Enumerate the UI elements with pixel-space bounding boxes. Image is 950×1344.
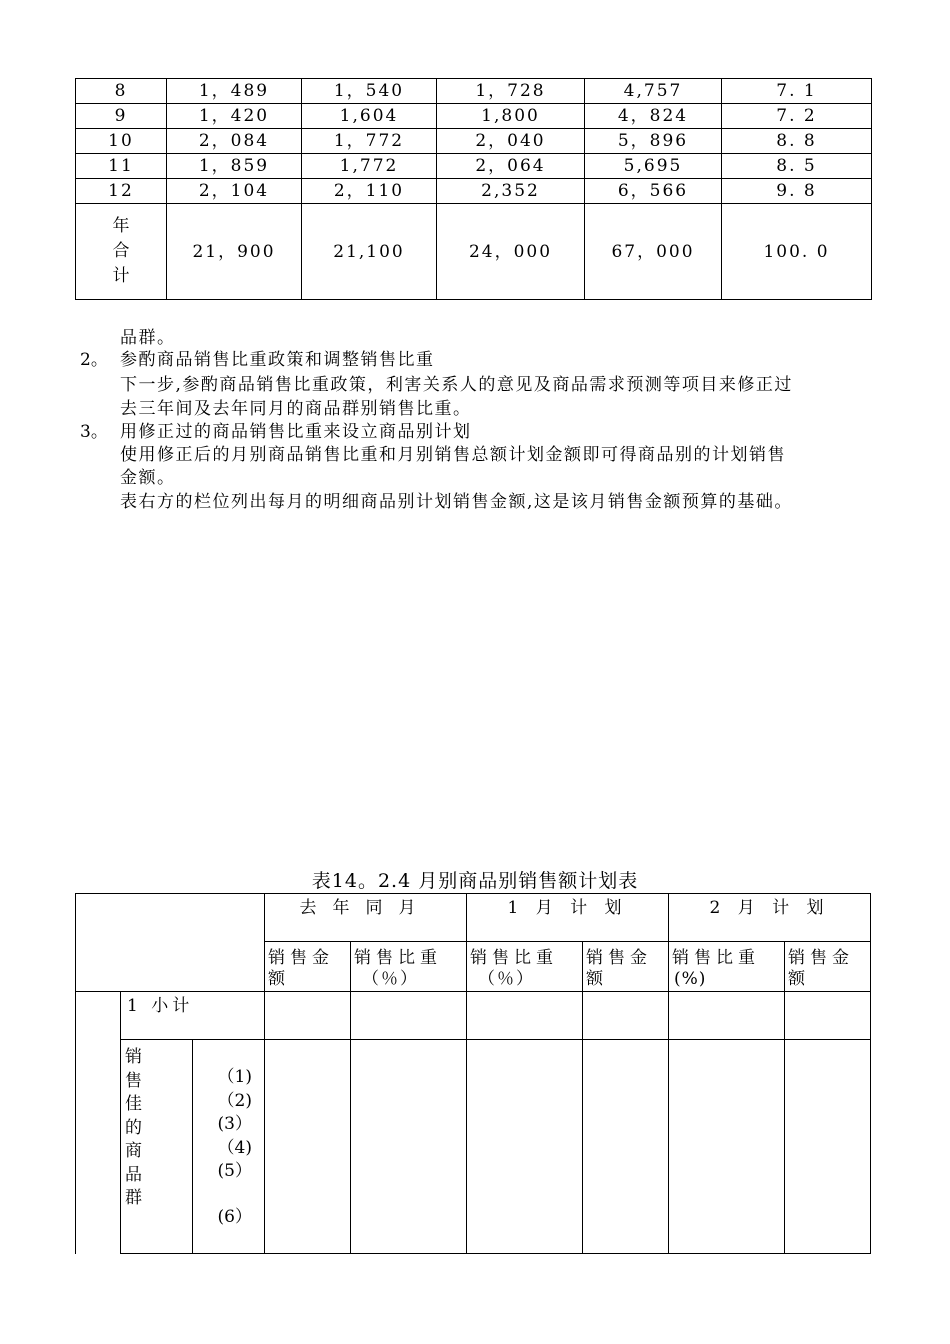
header-text: (%) — [674, 969, 707, 989]
ratio-cell: 8. 8 — [722, 129, 872, 154]
table-cell — [669, 1040, 785, 1254]
total-value-cell: 24，000 — [437, 204, 585, 300]
col-sales-ratio — [351, 942, 467, 992]
value-cell: 6，566 — [585, 179, 722, 204]
value-cell: 4，824 — [585, 104, 722, 129]
value-cell: 2,352 — [437, 179, 585, 204]
table-cell — [265, 992, 351, 1040]
table-row — [76, 104, 872, 129]
col-sales-amount — [785, 942, 871, 992]
header-text: （％） — [362, 969, 419, 989]
item-code: （1) — [217, 1067, 252, 1087]
table-cell — [467, 1040, 583, 1254]
header-text: 销售金 — [268, 948, 334, 968]
table-cell — [467, 992, 583, 1040]
total-value-cell: 21，900 — [167, 204, 302, 300]
header-text: 额 — [586, 969, 608, 989]
value-cell: 1，859 — [167, 154, 302, 179]
value-cell: 2，110 — [302, 179, 437, 204]
item-code: (5） — [217, 1161, 252, 1181]
paragraph-line: 去三年间及去年同月的商品群别销售比重。 — [120, 399, 472, 419]
header-text: 销售比重 — [672, 948, 760, 968]
product-group-label — [121, 1040, 193, 1254]
total-value-cell: 21,100 — [302, 204, 437, 300]
label-char: 品 — [125, 1164, 142, 1185]
subtotal-row — [76, 992, 871, 1040]
value-cell: 1,604 — [302, 104, 437, 129]
year-total-label — [76, 204, 167, 300]
paragraph-line: 表右方的栏位列出每月的明细商品别计划销售金额,这是该月销售金额预算的基础。 — [120, 492, 793, 512]
table-cell — [351, 992, 467, 1040]
value-cell: 1，728 — [437, 79, 585, 104]
ratio-cell: 7. 1 — [722, 79, 872, 104]
corner-cell — [76, 894, 265, 992]
col-sales-amount — [265, 942, 351, 992]
step-number: 3。 — [80, 422, 108, 442]
label-char: 售 — [125, 1070, 142, 1091]
table-cell — [785, 992, 871, 1040]
table-cell — [265, 1040, 351, 1254]
value-cell: 5，896 — [585, 129, 722, 154]
item-code: （2) — [217, 1090, 252, 1111]
sales-plan-table — [75, 893, 871, 1254]
total-row — [76, 204, 872, 300]
ratio-cell: 7. 2 — [722, 104, 872, 129]
header-text: 销售金 — [788, 948, 854, 968]
value-cell: 5,695 — [585, 154, 722, 179]
header-text: （％） — [478, 969, 535, 989]
item-codes — [193, 1040, 265, 1254]
header-text: 销售金 — [586, 948, 652, 968]
total-value-cell: 67，000 — [585, 204, 722, 300]
label-char: 年 — [112, 216, 130, 236]
table-cell — [669, 992, 785, 1040]
item-code: (6） — [217, 1206, 252, 1227]
row-group-margin — [76, 992, 121, 1254]
value-cell: 1，420 — [167, 104, 302, 129]
header-text: 额 — [788, 969, 810, 989]
value-cell: 1,800 — [437, 104, 585, 129]
table-row — [76, 179, 872, 204]
paragraph-line: 下一步,参酌商品销售比重政策，利害关系人的意见及商品需求预测等项目来修正过 — [120, 375, 793, 395]
label-char: 群 — [125, 1188, 142, 1208]
table-title: 表14。2.4 月别商品别销售额计划表 — [311, 870, 639, 892]
col-sales-amount — [583, 942, 669, 992]
month-cell: 11 — [76, 154, 167, 179]
label-char: 销 — [125, 1047, 142, 1067]
ratio-cell: 9. 8 — [722, 179, 872, 204]
month-cell: 10 — [76, 129, 167, 154]
value-cell: 1，540 — [302, 79, 437, 104]
label-char: 合 — [112, 241, 130, 261]
value-cell: 2，104 — [167, 179, 302, 204]
label-char: 佳 — [125, 1094, 142, 1114]
value-cell: 4,757 — [585, 79, 722, 104]
header-text: 销售比重 — [470, 948, 558, 968]
header-text: 额 — [268, 969, 290, 989]
value-cell: 2，064 — [437, 154, 585, 179]
month-cell: 9 — [76, 104, 167, 129]
label-char: 商 — [125, 1141, 142, 1161]
step-number: 2。 — [80, 350, 108, 370]
label-char: 的 — [125, 1117, 142, 1138]
table-row — [76, 154, 872, 179]
table-cell — [583, 1040, 669, 1254]
subtotal-label: 1 小计 — [121, 992, 265, 1040]
table-cell — [351, 1040, 467, 1254]
item-group-row — [76, 1040, 871, 1254]
text-continuation: 品群。 — [120, 328, 176, 348]
step-title: 参酌商品销售比重政策和调整销售比重 — [120, 350, 435, 370]
table-cell — [583, 992, 669, 1040]
group-header-row — [76, 894, 871, 942]
table-row — [76, 129, 872, 154]
header-text: 销售比重 — [354, 948, 442, 968]
monthly-sales-table — [75, 78, 872, 300]
col-sales-ratio — [669, 942, 785, 992]
label-char: 计 — [112, 266, 130, 286]
value-cell: 1，489 — [167, 79, 302, 104]
table-cell — [785, 1040, 871, 1254]
month-cell: 12 — [76, 179, 167, 204]
header-last-year: 去年同月 — [265, 894, 467, 942]
step-title: 用修正过的商品销售比重来设立商品别计划 — [120, 422, 472, 442]
header-month-2: 2 月 计 划 — [669, 894, 871, 942]
total-ratio-cell: 100. 0 — [722, 204, 872, 300]
value-cell: 2，084 — [167, 129, 302, 154]
header-month-1: 1 月 计 划 — [467, 894, 669, 942]
item-code: （4) — [217, 1137, 252, 1158]
value-cell: 1,772 — [302, 154, 437, 179]
col-sales-ratio — [467, 942, 583, 992]
value-cell: 1，772 — [302, 129, 437, 154]
value-cell: 2，040 — [437, 129, 585, 154]
item-code: (3） — [217, 1114, 252, 1134]
paragraph-line: 使用修正后的月别商品销售比重和月别销售总额计划金额即可得商品别的计划销售 — [120, 445, 786, 465]
month-cell: 8 — [76, 79, 167, 104]
paragraph-line: 金额。 — [120, 468, 176, 488]
ratio-cell: 8. 5 — [722, 154, 872, 179]
table-row — [76, 79, 872, 104]
